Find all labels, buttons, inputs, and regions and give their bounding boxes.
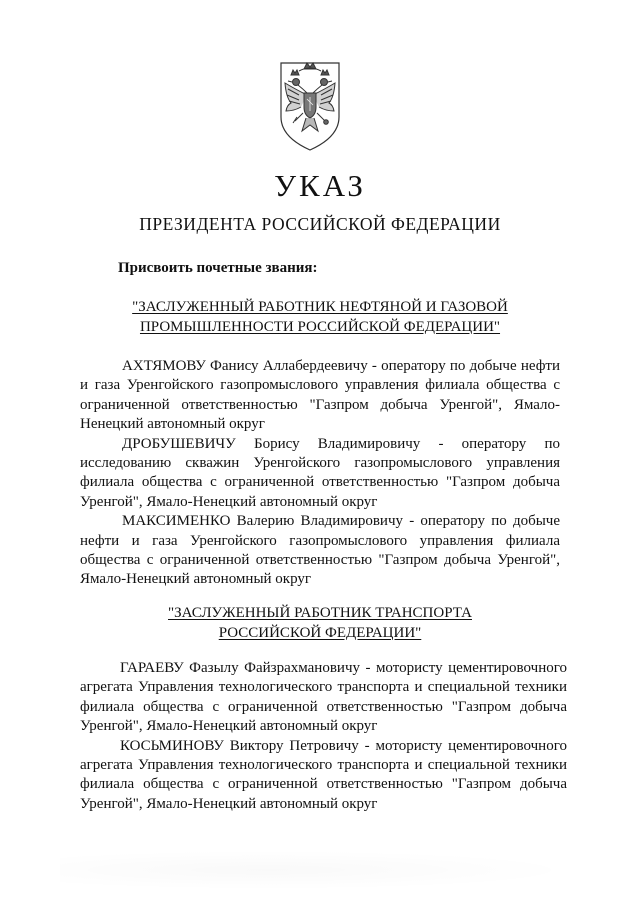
award-entry: ГАРАЕВУ Фазылу Файзрахмановичу - мотористу цементировочного агрегата Управления технологического транспорта и специальной техники филиала общества с ограниченной ответственностью "Газпром добыча Уренгой", Ямало-Ненецкий автономный округ [80, 660, 567, 735]
award-entry: КОСЬМИНОВУ Виктору Петровичу - мотористу цементировочного агрегата Управления технологического транспорта и специальной техники филиала общества с ограниченной ответственностью "Газпром добыча Уренгой", Ямало-Ненецкий автономный округ [80, 737, 567, 812]
section-title-line: "ЗАСЛУЖЕННЫЙ РАБОТНИК НЕФТЯНОЙ И ГАЗОВОЙ [132, 299, 508, 315]
section-entries-transport [80, 659, 567, 814]
award-entry: АХТЯМОВУ Фанису Аллабердеевичу - оператору по добыче нефти и газа Уренгойского газопромыслового управления филиала общества с ограниченной ответственностью "Газпром добыча Уренгой", Ямало-Ненецкий автономный округ [80, 358, 560, 433]
section-title-oil-gas [0, 297, 640, 337]
intro-text: Присвоить почетные звания: [118, 260, 318, 276]
section-title-line: "ЗАСЛУЖЕННЫЙ РАБОТНИК ТРАНСПОРТА [168, 605, 472, 621]
decree-title: УКАЗ [274, 168, 366, 203]
coat-of-arms-icon [277, 55, 343, 153]
decree-subtitle: ПРЕЗИДЕНТА РОССИЙСКОЙ ФЕДЕРАЦИИ [139, 214, 501, 234]
section-title-line: РОССИЙСКОЙ ФЕДЕРАЦИИ" [218, 625, 422, 641]
section-title-transport [0, 603, 640, 643]
section-title-line: ПРОМЫШЛЕННОСТИ РОССИЙСКОЙ ФЕДЕРАЦИИ" [139, 319, 501, 335]
award-entry: МАКСИМЕНКО Валерию Владимировичу - оператору по добыче нефти и газа Уренгойского газопромыслового управления филиала общества с ограниченной ответственностью "Газпром добыча Уренгой", Ямало-Ненецкий автономный округ [80, 513, 560, 588]
award-entry: ДРОБУШЕВИЧУ Борису Владимировичу - оператору по исследованию скважин Уренгойского газопромыслового управления филиала общества с ограниченной ответственностью "Газпром добыча Уренгой", Ямало-Ненецкий автономный округ [80, 435, 560, 510]
scan-shadow [60, 850, 580, 890]
section-entries-oil-gas [80, 357, 560, 590]
